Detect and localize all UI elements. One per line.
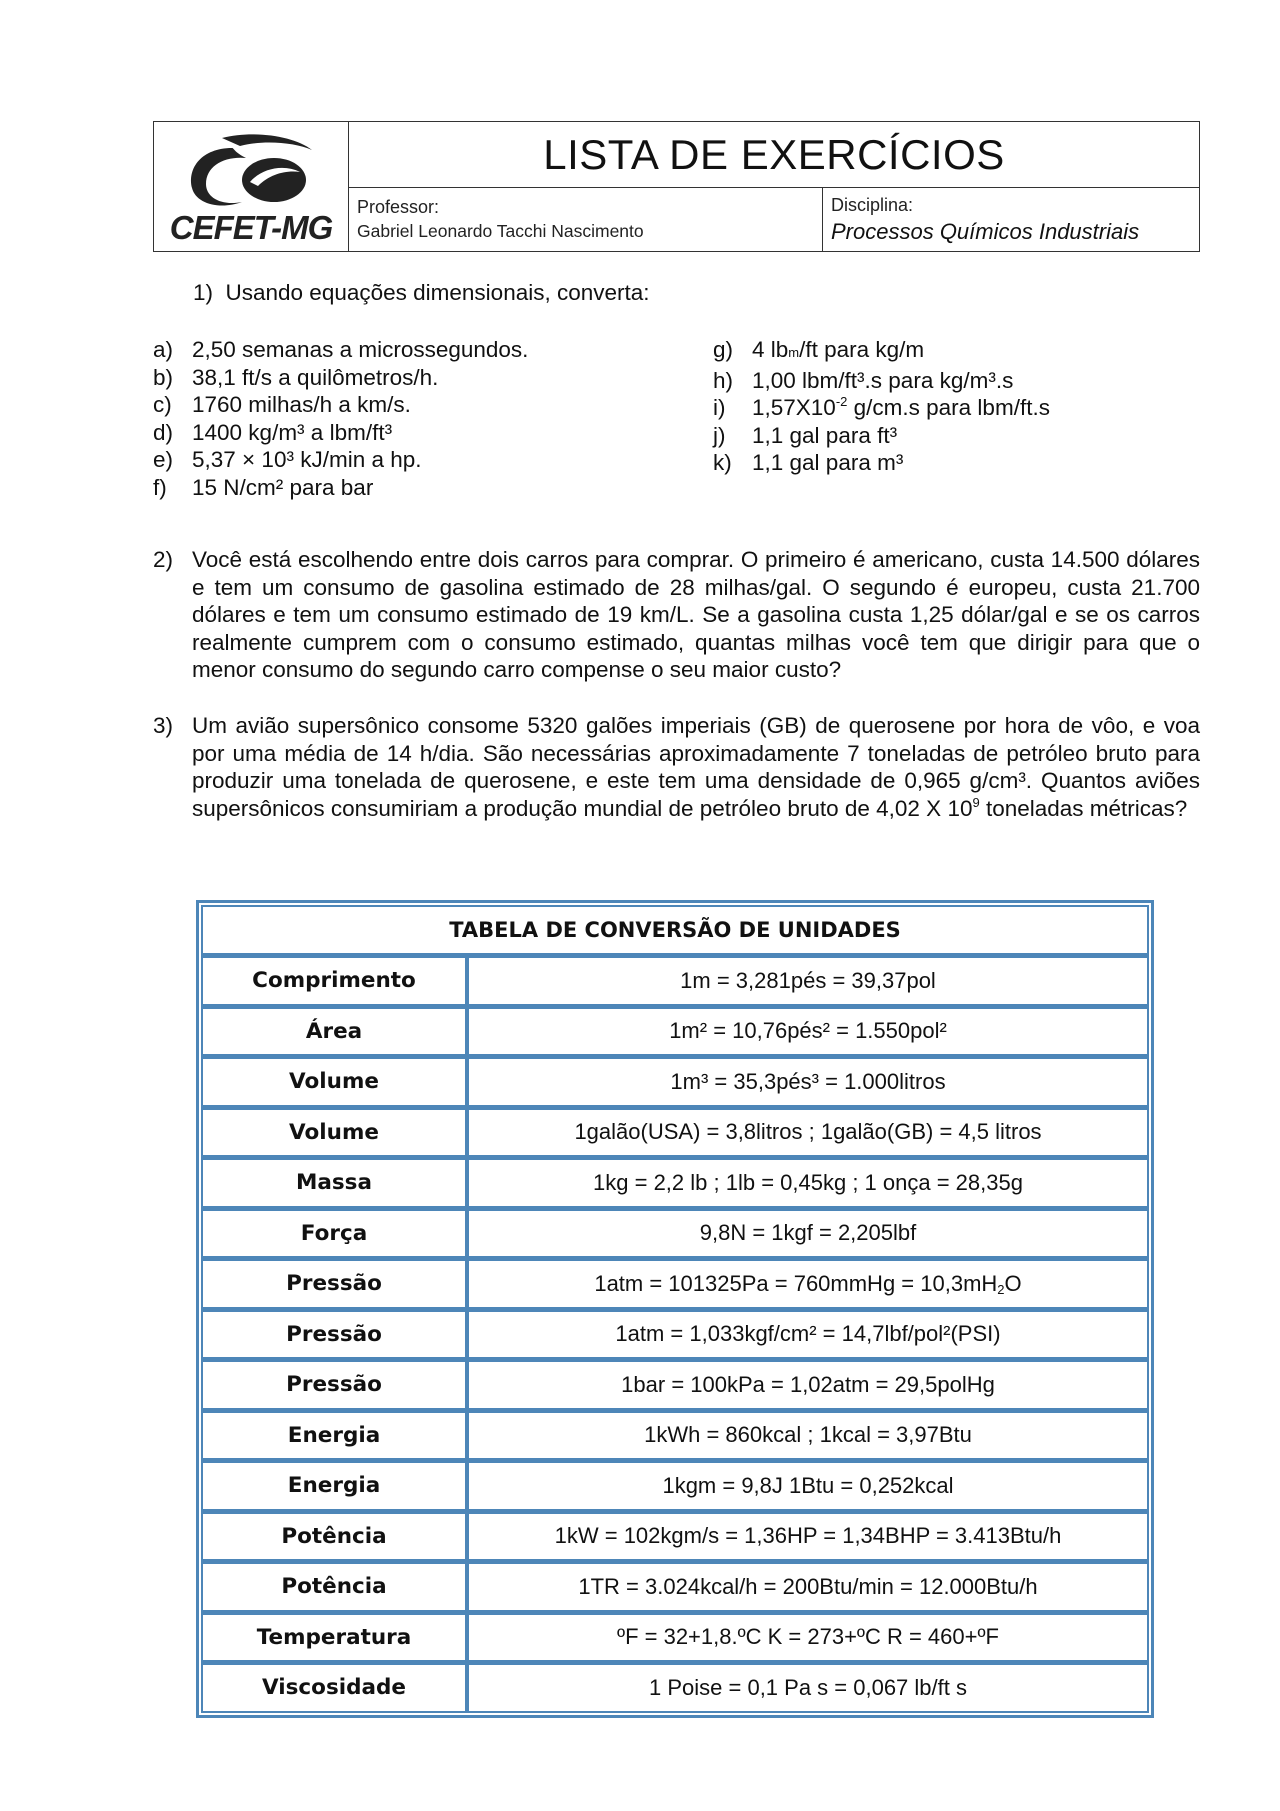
item-letter: a) xyxy=(153,337,174,362)
item-text: 38,1 ft/s a quilômetros/h. xyxy=(192,364,439,390)
table-row xyxy=(201,1157,1149,1208)
question-text: Um avião supersônico consome 5320 galões imperiais (GB) de querosene por hora de vôo, e voa por uma média de 14 h/dia. São necessárias aproximadamente 7 toneladas de petróleo bruto para produzir uma tonelada de querosene, e este tem uma densidade de 0,965 g/cm³. Quantos aviões supersônicos consumiriam a produção mundial de petróleo bruto de 4,02 X $10^9$ toneladas métricas? xyxy=(192,713,1200,821)
question-3 xyxy=(153,712,1200,822)
row-value: 1 Poise = 0,1 Pa s = 0,067 lb/ft s xyxy=(467,1662,1149,1713)
row-label: Potência xyxy=(201,1561,467,1612)
item-letter: g) xyxy=(713,337,734,362)
item-letter: b) xyxy=(153,364,174,390)
row-value: ºF = 32+1,8.ºC K = 273+ºC R = 460+ºF xyxy=(467,1612,1149,1663)
row-value: 1kW = 102kgm/s = 1,36HP = 1,34BHP = 3.413Btu/h xyxy=(467,1511,1149,1562)
table-row xyxy=(201,1662,1149,1713)
list-item xyxy=(713,336,1050,367)
item-letter: h) xyxy=(713,367,734,393)
row-label: Viscosidade xyxy=(201,1662,467,1713)
professor-cell xyxy=(349,188,823,251)
table-row xyxy=(201,1561,1149,1612)
item-letter: k) xyxy=(713,450,732,475)
question-number: 3) xyxy=(153,713,174,738)
list-item xyxy=(713,367,1050,395)
row-label: Pressão xyxy=(201,1309,467,1360)
document-header xyxy=(153,121,1200,252)
row-value: 1m³ = 35,3pés³ = 1.000litros xyxy=(467,1056,1149,1107)
list-item xyxy=(713,449,1050,477)
row-value: 1TR = 3.024kcal/h = 200Btu/min = 12.000Btu/h xyxy=(467,1561,1149,1612)
row-label: Comprimento xyxy=(201,955,467,1006)
table-title: TABELA DE CONVERSÃO DE UNIDADES xyxy=(201,905,1149,955)
list-item xyxy=(153,336,528,364)
conversion-table xyxy=(196,900,1154,1718)
row-label: Potência xyxy=(201,1511,467,1562)
table-row xyxy=(201,1612,1149,1663)
question-1-right-list xyxy=(713,336,1050,477)
table-row xyxy=(201,1410,1149,1461)
professor-label: Professor: xyxy=(357,197,440,217)
logo-cell xyxy=(154,122,349,251)
row-label: Pressão xyxy=(201,1258,467,1309)
row-value: 1m = 3,281pés = 39,37pol xyxy=(467,955,1149,1006)
item-text: $1,57X10^{-2}$ g/cm.s para lbm/ft.s xyxy=(752,394,1050,420)
list-item xyxy=(153,419,528,447)
table-row xyxy=(201,1258,1149,1309)
row-value: 1kg = 2,2 lb ; 1lb = 0,45kg ; 1 onça = 28,35g xyxy=(467,1157,1149,1208)
table-row xyxy=(201,1460,1149,1511)
row-label: Área xyxy=(201,1006,467,1057)
table-row xyxy=(201,1309,1149,1360)
question-text: Você está escolhendo entre dois carros para comprar. O primeiro é americano, custa 14.500 dólares e tem um consumo de gasolina estimado de 28 milhas/gal. O segundo é europeu, custa 21.700 dólares e tem um consumo estimado de 19 km/L. Se a gasolina custa 1,25 dólar/gal e se os carros realmente cumprem com o consumo estimado, quantas milhas você tem que dirigir para que o menor consumo do segundo carro compense o seu maior custo? xyxy=(192,547,1200,682)
table-row xyxy=(201,1511,1149,1562)
row-label: Volume xyxy=(201,1107,467,1158)
professor-name: Gabriel Leonardo Tacchi Nascimento xyxy=(357,221,644,241)
item-letter: d) xyxy=(153,419,174,445)
row-value: 9,8N = 1kgf = 2,205lbf xyxy=(467,1208,1149,1259)
row-value: 1galão(USA) = 3,8litros ; 1galão(GB) = 4,5 litros xyxy=(467,1107,1149,1158)
item-text: 1400 kg/m³ a lbm/ft³ xyxy=(192,419,393,445)
row-label: Temperatura xyxy=(201,1612,467,1663)
item-text: 1760 milhas/h a km/s. xyxy=(192,392,411,417)
item-letter: f) xyxy=(153,474,167,500)
row-value: 1m² = 10,76pés² = 1.550pol² xyxy=(467,1006,1149,1057)
item-letter: c) xyxy=(153,392,172,417)
item-letter: j) xyxy=(713,422,726,448)
row-label: Massa xyxy=(201,1157,467,1208)
row-label: Pressão xyxy=(201,1359,467,1410)
table-row xyxy=(201,955,1149,1006)
table-row xyxy=(201,1056,1149,1107)
list-item xyxy=(153,391,528,419)
disciplina-cell xyxy=(823,188,1199,251)
row-value: 1kWh = 860kcal ; 1kcal = 3,97Btu xyxy=(467,1410,1149,1461)
item-text: 1,1 gal para ft³ xyxy=(752,422,898,448)
table-row xyxy=(201,1107,1149,1158)
item-letter: e) xyxy=(153,447,174,472)
list-item xyxy=(153,446,528,474)
page-title: LISTA DE EXERCÍCIOS xyxy=(349,122,1199,188)
row-label: Volume xyxy=(201,1056,467,1107)
question-1-prompt: 1) Usando equações dimensionais, converta: xyxy=(193,280,650,305)
row-value: 1atm = 1,033kgf/cm² = 14,7lbf/pol²(PSI) xyxy=(467,1309,1149,1360)
list-item xyxy=(713,422,1050,450)
item-text: 15 N/cm² para bar xyxy=(192,474,374,500)
item-text: 1,1 gal para m³ xyxy=(752,450,904,475)
question-1-left-list xyxy=(153,336,528,501)
item-text: 5,37 × 10³ kJ/min a hp. xyxy=(192,447,422,472)
row-value: 1kgm = 9,8J 1Btu = 0,252kcal xyxy=(467,1460,1149,1511)
item-text: 1,00 lbm/ft³.s para kg/m³.s xyxy=(752,367,1014,393)
question-2 xyxy=(153,546,1200,684)
question-number: 2) xyxy=(153,547,174,572)
list-item xyxy=(713,394,1050,422)
cefet-logo-icon xyxy=(162,128,342,220)
list-item xyxy=(153,474,528,502)
table-row xyxy=(201,1208,1149,1259)
row-label: Energia xyxy=(201,1410,467,1461)
row-label: Energia xyxy=(201,1460,467,1511)
row-value: 1atm = 101325Pa = 760mmHg = $10,3mH_2O$ xyxy=(467,1258,1149,1309)
list-item xyxy=(153,364,528,392)
table-row xyxy=(201,1006,1149,1057)
row-label: Força xyxy=(201,1208,467,1259)
logo-text: CEFET-MG xyxy=(169,209,333,246)
disciplina-label: Disciplina: xyxy=(831,195,914,215)
item-text: 4 lbm/ft para kg/m xyxy=(752,337,925,362)
table-row xyxy=(201,1359,1149,1410)
disciplina-name: Processos Químicos Industriais xyxy=(831,219,1140,244)
item-letter: i) xyxy=(713,395,726,420)
item-text: 2,50 semanas a microssegundos. xyxy=(192,337,529,362)
row-value: 1bar = 100kPa = 1,02atm = 29,5polHg xyxy=(467,1359,1149,1410)
